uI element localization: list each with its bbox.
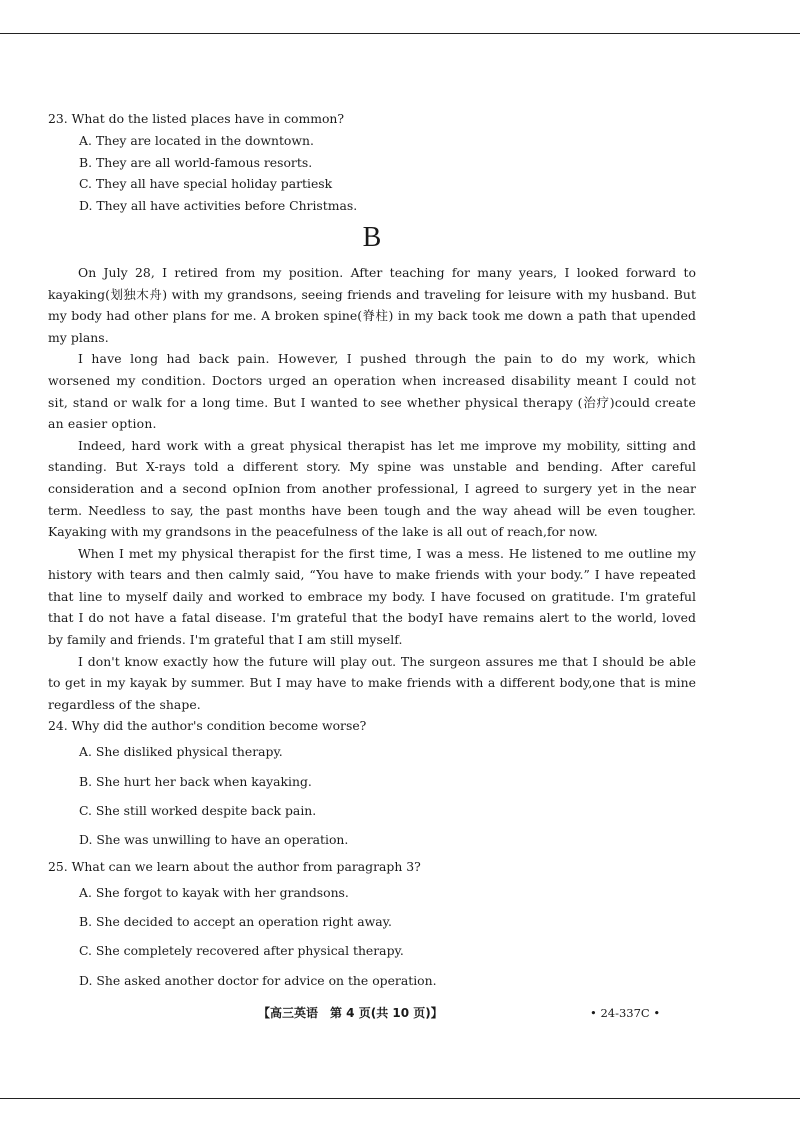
question-23-option-c: C. They all have special holiday partiesk xyxy=(79,176,333,192)
question-24-option-d: D. She was unwilling to have an operation. xyxy=(79,832,349,848)
question-25-stem: 25. What can we learn about the author from paragraph 3? xyxy=(48,858,421,874)
question-23-stem: 23. What do the listed places have in common? xyxy=(48,111,345,126)
passage-paragraph-2: I have long had back pain. However, I pushed through the pain to do my work, which worsened my condition. Doctors urged an operation when increased disability meant I could not sit, stand or walk for a long time. But I wanted to see whether physical therapy (治疗)could create an easier option. xyxy=(48,351,696,432)
top-rule xyxy=(0,33,800,34)
question-23-option-b: B. They are all world-famous resorts. xyxy=(79,154,313,170)
page-number-label: 【高三英语 第 4 页(共 10 页)】 xyxy=(258,1006,443,1020)
passage-paragraph-4: When I met my physical therapist for the first time, I was a mess. He listened to me outline my history with tears and then calmly said, “You have to make friends with your body.” I have repeated that line to myself daily and worked to embrace my body. I have focused on gratitude. I'm grateful that I do not have a fatal disease. I'm grateful that the bodyI have remains alert to the world, loved by family and friends. I'm grateful that I am still myself. xyxy=(48,545,696,648)
question-24-stem: 24. Why did the author's condition become worse? xyxy=(48,718,367,734)
question-24 xyxy=(48,715,696,854)
exam-page xyxy=(48,108,696,995)
reading-passage xyxy=(48,262,696,715)
section-heading: B xyxy=(362,221,382,253)
question-24-option-a: A. She disliked physical therapy. xyxy=(79,744,283,760)
passage-paragraph-5: I don't know exactly how the future will play out. The surgeon assures me that I should be able to get in my kayak by summer. But I may have to make friends with a different body,one that is mine regardless of the shape. xyxy=(48,653,696,712)
question-23-option-d: D. They all have activities before Christmas. xyxy=(79,198,358,214)
question-25-option-b: B. She decided to accept an operation right away. xyxy=(79,914,392,930)
question-25-option-a: A. She forgot to kayak with her grandsons. xyxy=(79,884,349,900)
passage-paragraph-3: Indeed, hard work with a great physical therapist has let me improve my mobility, sitting and standing. But X-rays told a different story. My spine was unstable and bending. After careful consideration and a second opInion from another professional, I agreed to surgery yet in the near term. Needless to say, the past months have been tough and the way ahead will be even tougher. Kayaking with my grandsons in the peacefulness of the lake is all out of reach,for now. xyxy=(48,437,696,540)
bottom-rule xyxy=(0,1098,800,1099)
question-25 xyxy=(48,856,696,995)
question-24-option-b: B. She hurt her back when kayaking. xyxy=(79,773,312,789)
passage-paragraph-1: On July 28, I retired from my position. After teaching for many years, I looked forward to kayaking(划独木舟) with my grandsons, seeing friends and traveling for leisure with my husband. But my body had other plans for me. A broken spine(脊柱) in my back took me down a path that upended my plans. xyxy=(48,264,696,345)
question-25-option-c: C. She completely recovered after physical therapy. xyxy=(79,943,404,959)
question-25-option-d: D. She asked another doctor for advice on the operation. xyxy=(79,972,437,988)
exam-code: • 24-337C • xyxy=(590,1006,661,1020)
question-24-option-c: C. She still worked despite back pain. xyxy=(79,803,317,819)
question-23-option-a: A. They are located in the downtown. xyxy=(79,132,314,148)
question-23 xyxy=(48,108,696,217)
